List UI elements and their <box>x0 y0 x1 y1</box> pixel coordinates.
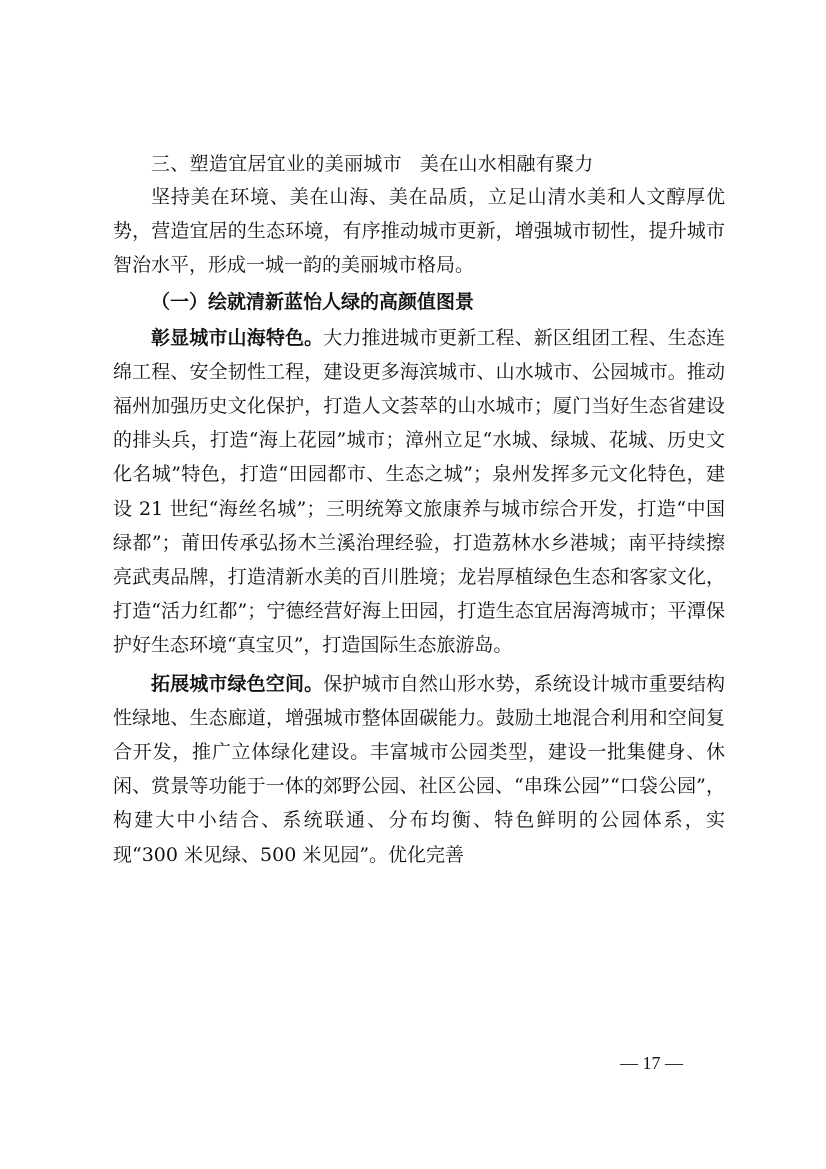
paragraph-text: 保护城市自然山形水势，系统设计城市重要结构性绿地、生态廊道，增强城市整体固碳能力。鼓励土地混合利用和空间复合开发，推广立体绿化建设。丰富城市公园类型，建设一批集健身、休闲、赏景等功能于一体的郊野公园、社区公园、“串珠公园”“口袋公园”，构建大中小结合、系统联通、分布均衡、特色鲜明的公园体系，实现“300 米见绿、500 米见园”。优化完善 <box>113 672 725 866</box>
paragraph-lead: 拓展城市绿色空间。 <box>151 672 324 695</box>
intro-paragraph: 坚持美在环境、美在山海、美在品质，立足山清水美和人文醇厚优势，营造宜居的生态环境，有序推动城市更新，增强城市韧性，提升城市智治水平，形成一城一韵的美丽城市格局。 <box>113 186 725 277</box>
section-title-suffix: 美在山水相融有聚力 <box>419 153 594 175</box>
body-paragraph <box>113 321 725 663</box>
page-content <box>113 148 725 872</box>
body-paragraph <box>113 667 725 872</box>
subsection-heading: （一）绘就清新蓝怡人绿的高颜值图景 <box>151 290 475 313</box>
page-number: — 17 — <box>620 1053 683 1073</box>
paragraph-text: 大力推进城市更新工程、新区组团工程、生态连绵工程、安全韧性工程，建设更多海滨城市、山水城市、公园城市。推动福州加强历史文化保护，打造人文荟萃的山水城市；厦门当好生态省建设的排头兵，打造“海上花园”城市；漳州立足“水城、绿城、花城、历史文化名城”特色，打造“田园都市、生态之城”；泉州发挥多元文化特色，建设 21 世纪“海丝名城”；三明统筹文旅康养与城市综合开发，打造“中国绿都”；莆田传承弘扬木兰溪治理经验，打造荔林水乡港城；南平持续擦亮武夷品牌，打造清新水美的百川胜境；龙岩厚植绿色生态和客家文化，打造“活力红都”；宁德经营好海上田园，打造生态宜居海湾城市；平潭保护好生态环境“真宝贝”，打造国际生态旅游岛。 <box>113 326 725 657</box>
paragraph-lead: 彰显城市山海特色。 <box>151 326 324 349</box>
section-title: 三、塑造宜居宜业的美丽城市 <box>151 153 402 175</box>
section-heading <box>113 148 725 180</box>
